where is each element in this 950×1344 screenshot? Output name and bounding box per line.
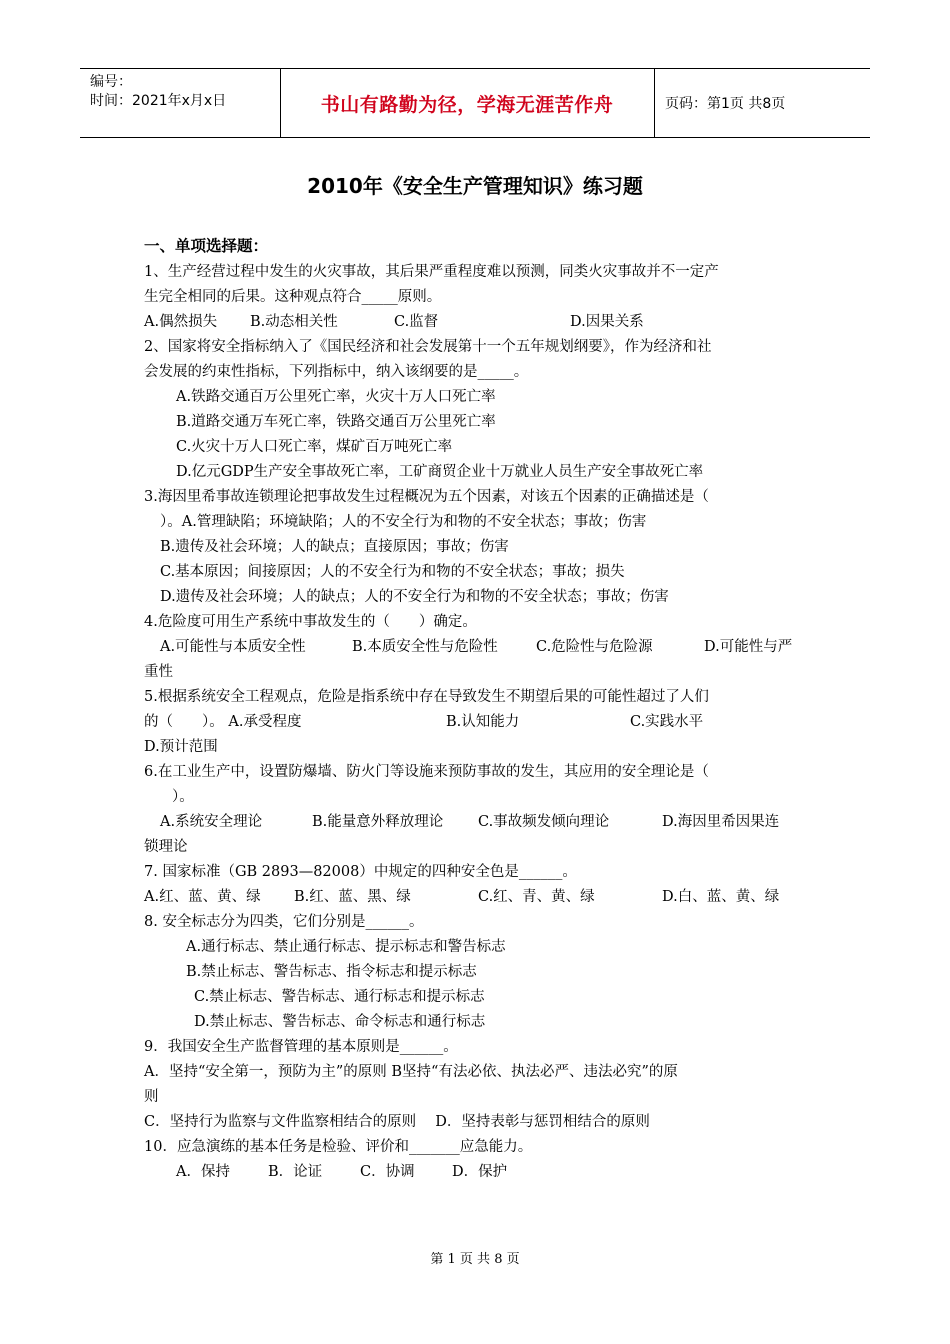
option-b: B.禁止标志、警告标志、指令标志和提示标志 <box>186 964 477 980</box>
option-d: D.禁止标志、警告标志、命令标志和通行标志 <box>194 1014 486 1030</box>
option-b: B.道路交通万车死亡率，铁路交通百万公里死亡率 <box>176 414 496 430</box>
option-cd: C．坚持行为监察与文件监察相结合的原则 D．坚持表彰与惩罚相结合的原则 <box>144 1114 650 1130</box>
option-d: D．保护 <box>452 1164 508 1180</box>
question-text: 1、生产经营过程中发生的火灾事故，其后果严重程度难以预测，同类火灾事故并不一定产 <box>144 264 719 280</box>
option-c: C.事故频发倾向理论 <box>478 814 610 830</box>
header-page-info: 页码：第1页 共8页 <box>665 96 786 112</box>
document-title: 2010年《安全生产管理知识》练习题 <box>307 174 643 198</box>
option-d: D.海因里希因果连 <box>662 814 780 830</box>
option-c: C.禁止标志、警告标志、通行标志和提示标志 <box>194 989 485 1005</box>
question-text: 4.危险度可用生产系统中事故发生的（ ）确定。 <box>144 614 477 630</box>
page-header <box>80 68 870 138</box>
option-d: D.可能性与严 <box>704 639 793 655</box>
page-footer: 第 1 页 共 8 页 <box>430 1252 520 1267</box>
option-a: A.可能性与本质安全性 <box>160 639 306 655</box>
option-b: B.本质安全性与危险性 <box>352 639 498 655</box>
option-b: B.红、蓝、黑、绿 <box>294 889 411 905</box>
option-d: D.预计范围 <box>144 739 218 755</box>
option-c: C.危险性与危险源 <box>536 639 653 655</box>
question-text: 会发展的约束性指标，下列指标中，纳入该纲要的是_____。 <box>144 364 529 380</box>
option-d: D.遗传及社会环境；人的缺点；人的不安全行为和物的不安全状态；事故；伤害 <box>160 589 669 605</box>
time-label: 时间：2021年x月x日 <box>90 93 227 109</box>
question-text: ）。A.管理缺陷；环境缺陷；人的不安全行为和物的不安全状态；事故；伤害 <box>160 514 647 530</box>
option-b: B.认知能力 <box>446 714 520 730</box>
question-text: 2、国家将安全指标纳入了《国民经济和社会发展第十一个五年规划纲要》，作为经济和社 <box>144 339 712 355</box>
option-c: C.实践水平 <box>630 714 704 730</box>
question-text: 7. 国家标准（GB 2893—82008）中规定的四种安全色是______。 <box>144 864 577 880</box>
option-b: B.动态相关性 <box>250 314 338 330</box>
option-c: C.红、青、黄、绿 <box>478 889 595 905</box>
option-c: C.火灾十万人口死亡率，煤矿百万吨死亡率 <box>176 439 453 455</box>
question-text: 3.海因里希事故连锁理论把事故发生过程概况为五个因素，对该五个因素的正确描述是（ <box>144 489 709 505</box>
option-ab: A．坚持“安全第一，预防为主”的原则 B坚持“有法必依、执法必严、违法必究”的原 <box>144 1064 678 1080</box>
question-text: 10．应急演练的基本任务是检验、评价和_______应急能力。 <box>144 1139 533 1155</box>
question-text: 重性 <box>144 664 173 680</box>
option-a: A.铁路交通百万公里死亡率，火灾十万人口死亡率 <box>176 389 496 405</box>
option-a: A.通行标志、禁止通行标志、提示标志和警告标志 <box>186 939 506 955</box>
option-d: D.亿元GDP生产安全事故死亡率，工矿商贸企业十万就业人员生产安全事故死亡率 <box>176 464 704 480</box>
header-divider <box>654 69 655 137</box>
header-meta <box>90 73 226 111</box>
option-b: B．论证 <box>268 1164 323 1180</box>
question-text: 5.根据系统安全工程观点，危险是指系统中存在导致发生不期望后果的可能性超过了人们 <box>144 689 709 705</box>
option-b-continued: 则 <box>144 1089 159 1105</box>
header-motto: 书山有路勤为径，学海无涯苦作舟 <box>320 93 614 116</box>
option-c: C．协调 <box>360 1164 415 1180</box>
question-text: 9．我国安全生产监督管理的基本原则是______。 <box>144 1039 458 1055</box>
option-a: A.红、蓝、黄、绿 <box>144 889 261 905</box>
question-text: 锁理论 <box>144 839 188 855</box>
option-b: B.能量意外释放理论 <box>312 814 444 830</box>
question-text: 8. 安全标志分为四类，它们分别是______。 <box>144 914 424 930</box>
section-heading: 一、单项选择题： <box>144 237 269 255</box>
option-a: 的（ ）。 A.承受程度 <box>144 714 302 730</box>
option-d: D.白、蓝、黄、绿 <box>662 889 780 905</box>
option-d: D.因果关系 <box>570 314 644 330</box>
question-text: 6.在工业生产中，设置防爆墙、防火门等设施来预防事故的发生，其应用的安全理论是（ <box>144 764 709 780</box>
option-c: C.监督 <box>394 314 439 330</box>
option-a: A.偶然损失 <box>144 314 218 330</box>
option-c: C.基本原因；间接原因；人的不安全行为和物的不安全状态；事故；损失 <box>160 564 625 580</box>
number-label: 编号： <box>90 74 132 90</box>
option-a: A.系统安全理论 <box>160 814 263 830</box>
question-text: ）。 <box>172 789 194 805</box>
option-a: A．保持 <box>176 1164 230 1180</box>
option-b: B.遗传及社会环境；人的缺点；直接原因；事故；伤害 <box>160 539 509 555</box>
question-text: 生完全相同的后果。这种观点符合_____原则。 <box>144 289 442 305</box>
